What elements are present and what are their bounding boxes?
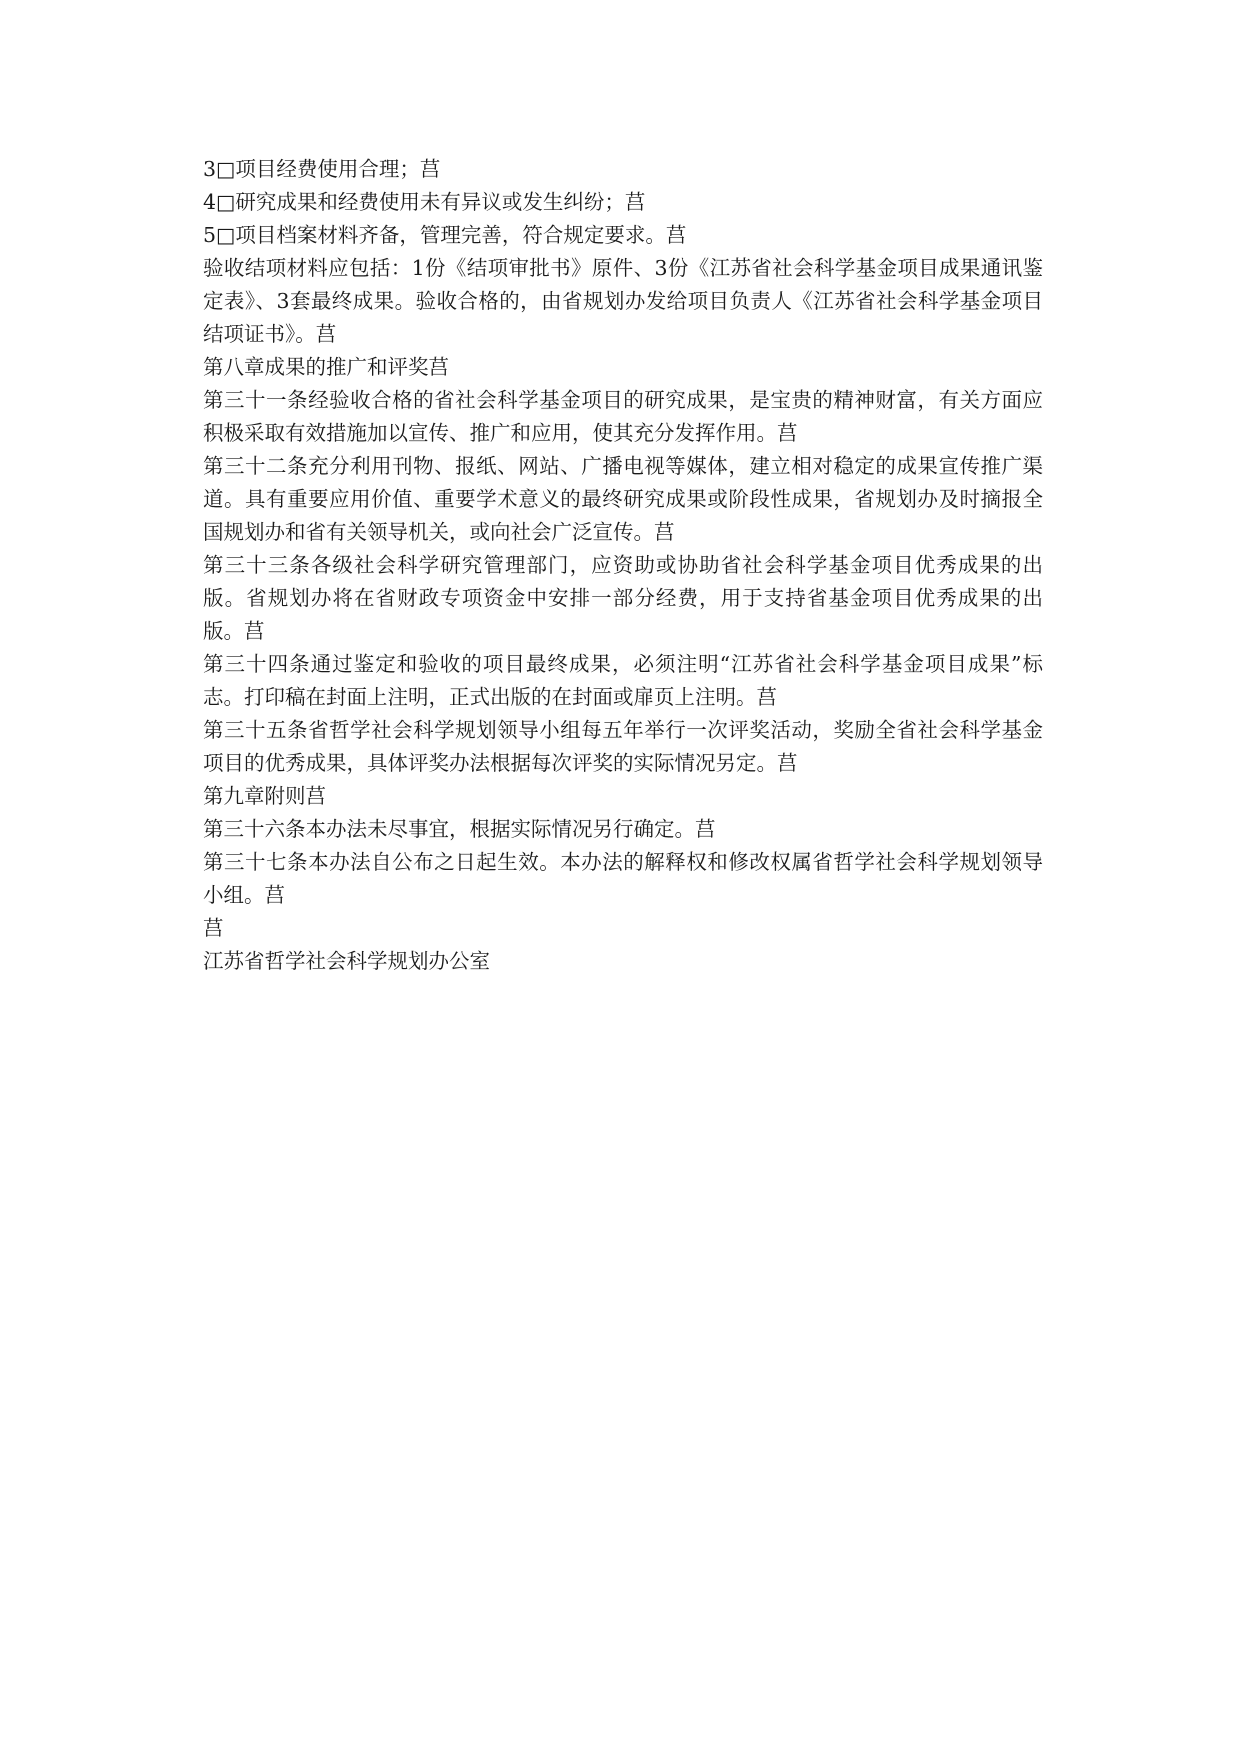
acceptance-materials-paragraph: 验收结项材料应包括：1份《结项审批书》原件、3份《江苏省社会科学基金项目成果通讯鉴定表》、3套最终成果。验收合格的，由省规划办发给项目负责人《江苏省社会科学基金项目结项证书》。莒: [203, 256, 1043, 346]
article-32: 第三十二条充分利用刊物、报纸、网站、广播电视等媒体，建立相对稳定的成果宣传推广渠道。具有重要应用价值、重要学术意义的最终研究成果或阶段性成果，省规划办及时摘报全国规划办和省有关领导机关，或向社会广泛宣传。莒: [203, 454, 1043, 544]
article-31: 第三十一条经验收合格的省社会科学基金项目的研究成果，是宝贵的精神财富，有关方面应积极采取有效措施加以宣传、推广和应用，使其充分发挥作用。莒: [203, 388, 1043, 445]
issuer-signature: 江苏省哲学社会科学规划办公室: [203, 949, 490, 973]
item-5-archive-materials: 5□项目档案材料齐备，管理完善，符合规定要求。莒: [203, 223, 687, 247]
article-35: 第三十五条省哲学社会科学规划领导小组每五年举行一次评奖活动，奖励全省社会科学基金项目的优秀成果，具体评奖办法根据每次评奖的实际情况另定。莒: [203, 718, 1043, 775]
article-36: 第三十六条本办法未尽事宜，根据实际情况另行确定。莒: [203, 817, 716, 841]
item-4-no-disputes: 4□研究成果和经费使用未有异议或发生纠纷；莒: [203, 190, 646, 214]
chapter-9-heading: 第九章附则莒: [203, 784, 326, 808]
document-body: [203, 153, 1043, 978]
article-34: 第三十四条通过鉴定和验收的项目最终成果，必须注明“江苏省社会科学基金项目成果”标志。打印稿在封面上注明，正式出版的在封面或扉页上注明。莒: [203, 652, 1043, 709]
article-37: 第三十七条本办法自公布之日起生效。本办法的解释权和修改权属省哲学社会科学规划领导小组。莒: [203, 850, 1043, 907]
article-33: 第三十三条各级社会科学研究管理部门，应资助或协助省社会科学基金项目优秀成果的出版。省规划办将在省财政专项资金中安排一部分经费，用于支持省基金项目优秀成果的出版。莒: [203, 553, 1043, 643]
chapter-8-heading: 第八章成果的推广和评奖莒: [203, 355, 449, 379]
blank-line-marker: 莒: [203, 916, 224, 940]
item-3-funds-usage: 3□项目经费使用合理；莒: [203, 157, 441, 181]
